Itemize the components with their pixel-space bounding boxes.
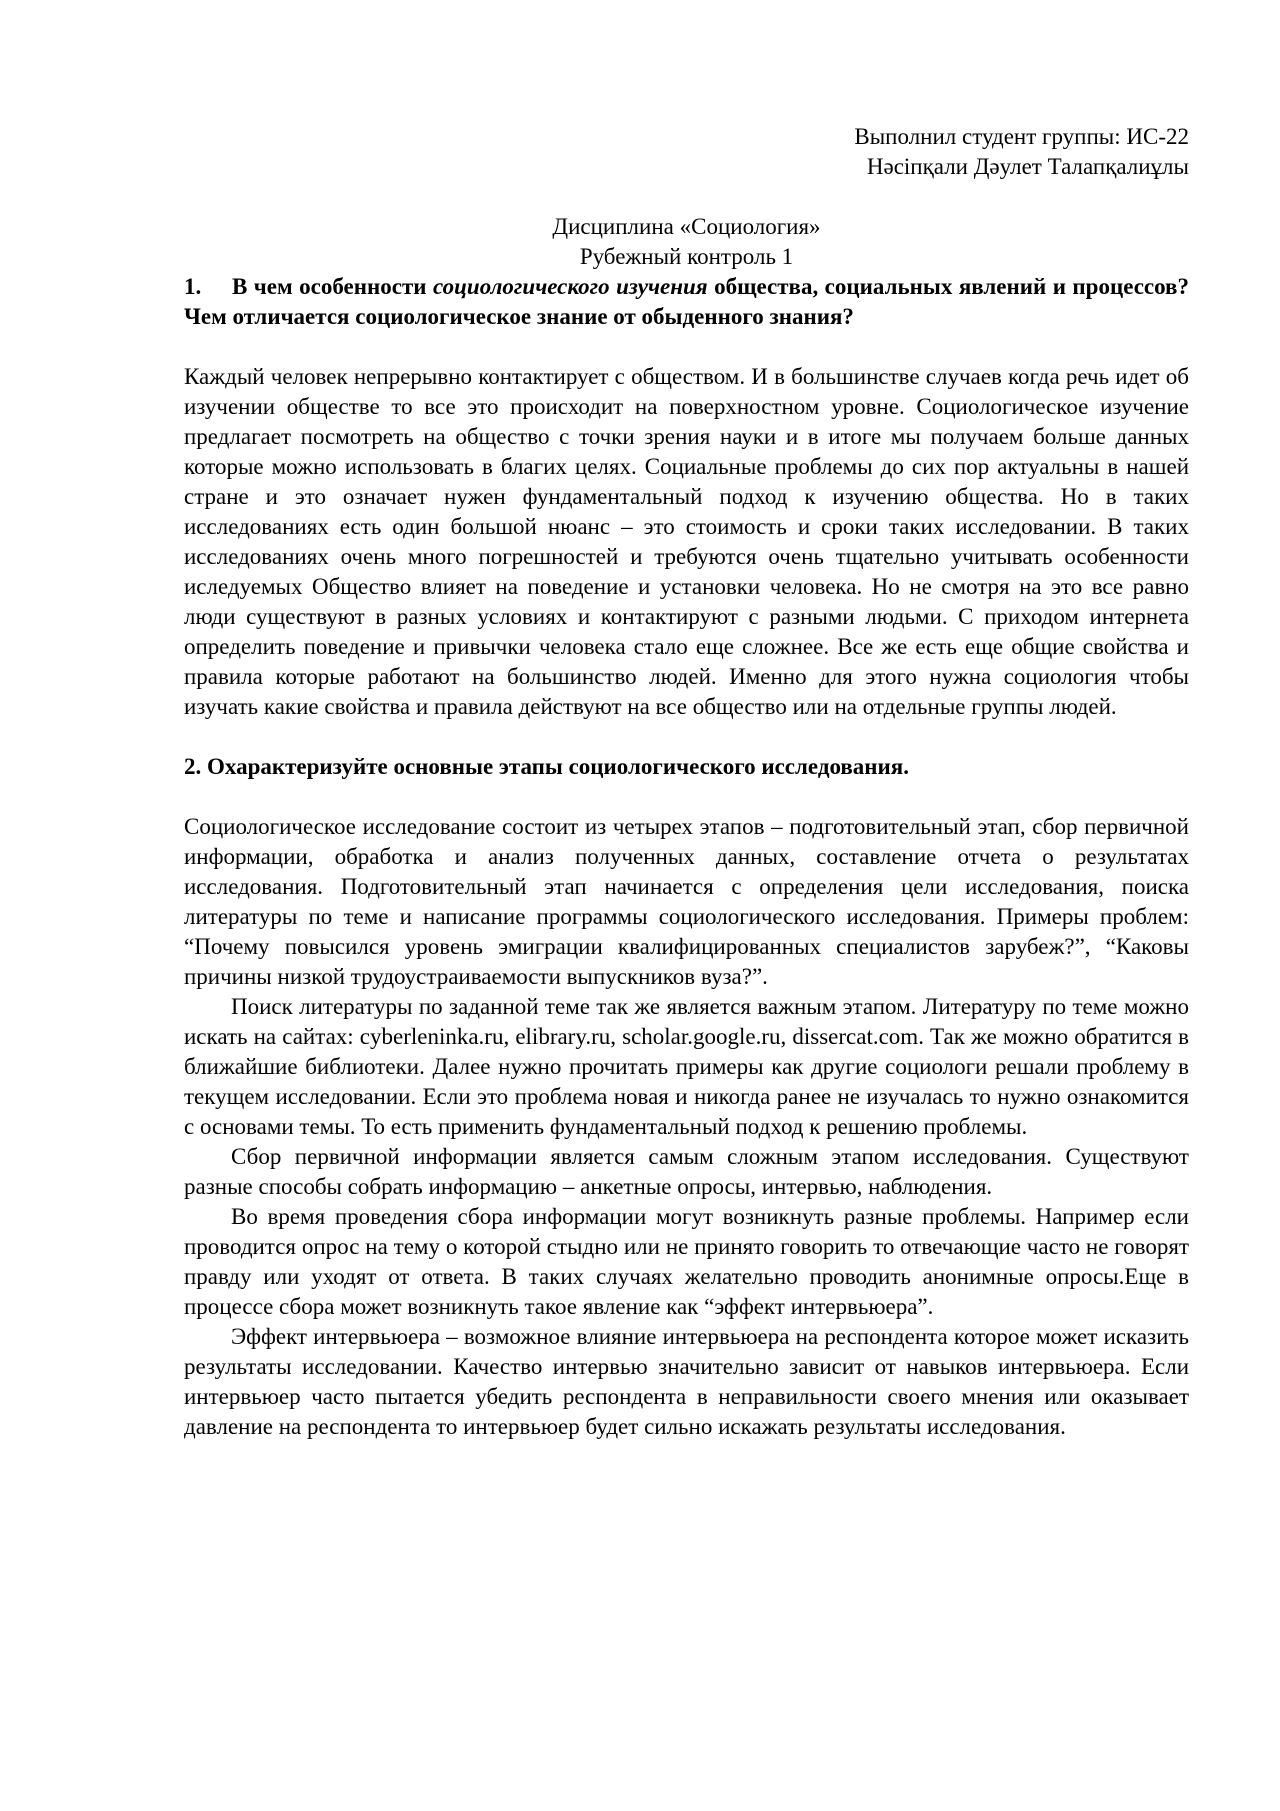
answer-2-paragraph-3: Сбор первичной информации является самым сложным этапом исследования. Существуют разные способы собрать информацию – анкетные опросы, интервью, наблюдения. <box>184 1144 1189 1199</box>
spacer <box>184 782 1189 812</box>
question-1-text-start: В чем особенности <box>232 274 433 299</box>
author-name-line: Нәсіпқали Дәулет Талапқалиұлы <box>866 154 1189 179</box>
spacer <box>184 722 1189 752</box>
discipline-title: Дисциплина «Социология» <box>552 214 821 239</box>
spacer <box>184 182 1189 212</box>
question-1-number: 1. <box>184 274 202 299</box>
question-1 <box>184 272 1189 332</box>
answer-2-paragraph-4: Во время проведения сбора информации могут возникнуть разные проблемы. Например если проводится опрос на тему о которой стыдно или не принято говорить то отвечающие часто не говорят правду или уходят от ответа. В таких случаях желательно проводить анонимные опросы.Еще в процессе сбора может возникнуть такое явление как “эффект интервьюера”. <box>184 1204 1189 1319</box>
spacer <box>184 332 1189 362</box>
question-2: 2. Охарактеризуйте основные этапы социологического исследования. <box>184 754 910 779</box>
author-block <box>184 122 1189 182</box>
control-title: Рубежный контроль 1 <box>579 244 794 269</box>
answer-1-paragraph: Каждый человек непрерывно контактирует с обществом. И в большинстве случаев когда речь идет об изучении обществе то все это происходит на поверхностном уровне. Социологическое изучение предлагает посмотреть на общество с точки зрения науки и в итоге мы получаем больше данных которые можно использовать в благих целях. Социальные проблемы до сих пор актуальны в нашей стране и это означает нужен фундаментальный подход к изучению общества. Но в таких исследованиях есть один большой нюанс – это стоимость и сроки таких исследовании. В таких исследованиях очень много погрешностей и требуются очень тщательно учитывать особенности иследуемых Общество влияет на поведение и установки человека. Но не смотря на это все равно люди существуют в разных условиях и контактируют с разными людьми. С приходом интернета определить поведение и привычки человека стало еще сложнее. Все же есть еще общие свойства и правила которые работают на большинство людей. Именно для этого нужна социология чтобы изучать какие свойства и правила действуют на все общество или на отдельные группы людей. <box>184 364 1189 719</box>
author-group-line: Выполнил студент группы: ИС-22 <box>854 124 1189 149</box>
answer-2-paragraph-1: Социологическое исследование состоит из четырех этапов – подготовительный этап, сбор первичной информации, обработка и анализ полученных данных, составление отчета о результатах исследования. Подготовительный этап начинается с определения цели исследования, поиска литературы по теме и написание программы социологического исследования. Примеры проблем: “Почему повысился уровень эмиграции квалифицированных специалистов зарубеж?”, “Каковы причины низкой трудоустраиваемости выпускников вуза?”. <box>184 814 1189 989</box>
answer-2-paragraph-2: Поиск литературы по заданной теме так же является важным этапом. Литературу по теме можно искать на сайтах: cyberleninka.ru, elibrary.ru, scholar.google.ru, dissercat.com. Так же можно обратится в ближайшие библиотеки. Далее нужно прочитать примеры как другие социологи решали проблему в текущем исследовании. Если это проблема новая и никогда ранее не изучалась то нужно ознакомится с основами темы. То есть применить фундаментальный подход к решению проблемы. <box>184 994 1189 1139</box>
answer-2-paragraph-5: Эффект интервьюера – возможное влияние интервьюера на респондента которое может исказить результаты исследовании. Качество интервью значительно зависит от навыков интервьюера. Если интервьюер часто пытается убедить респондента в неправильности своего мнения или оказывает давление на респондента то интервьюер будет сильно искажать результаты исследования. <box>184 1324 1189 1439</box>
question-1-text-end: общества, социальных явлений и процессов? Чем отличается социологическое знание от обыденного знания? <box>184 274 1189 329</box>
question-1-italic: социологического изучения <box>432 274 708 299</box>
